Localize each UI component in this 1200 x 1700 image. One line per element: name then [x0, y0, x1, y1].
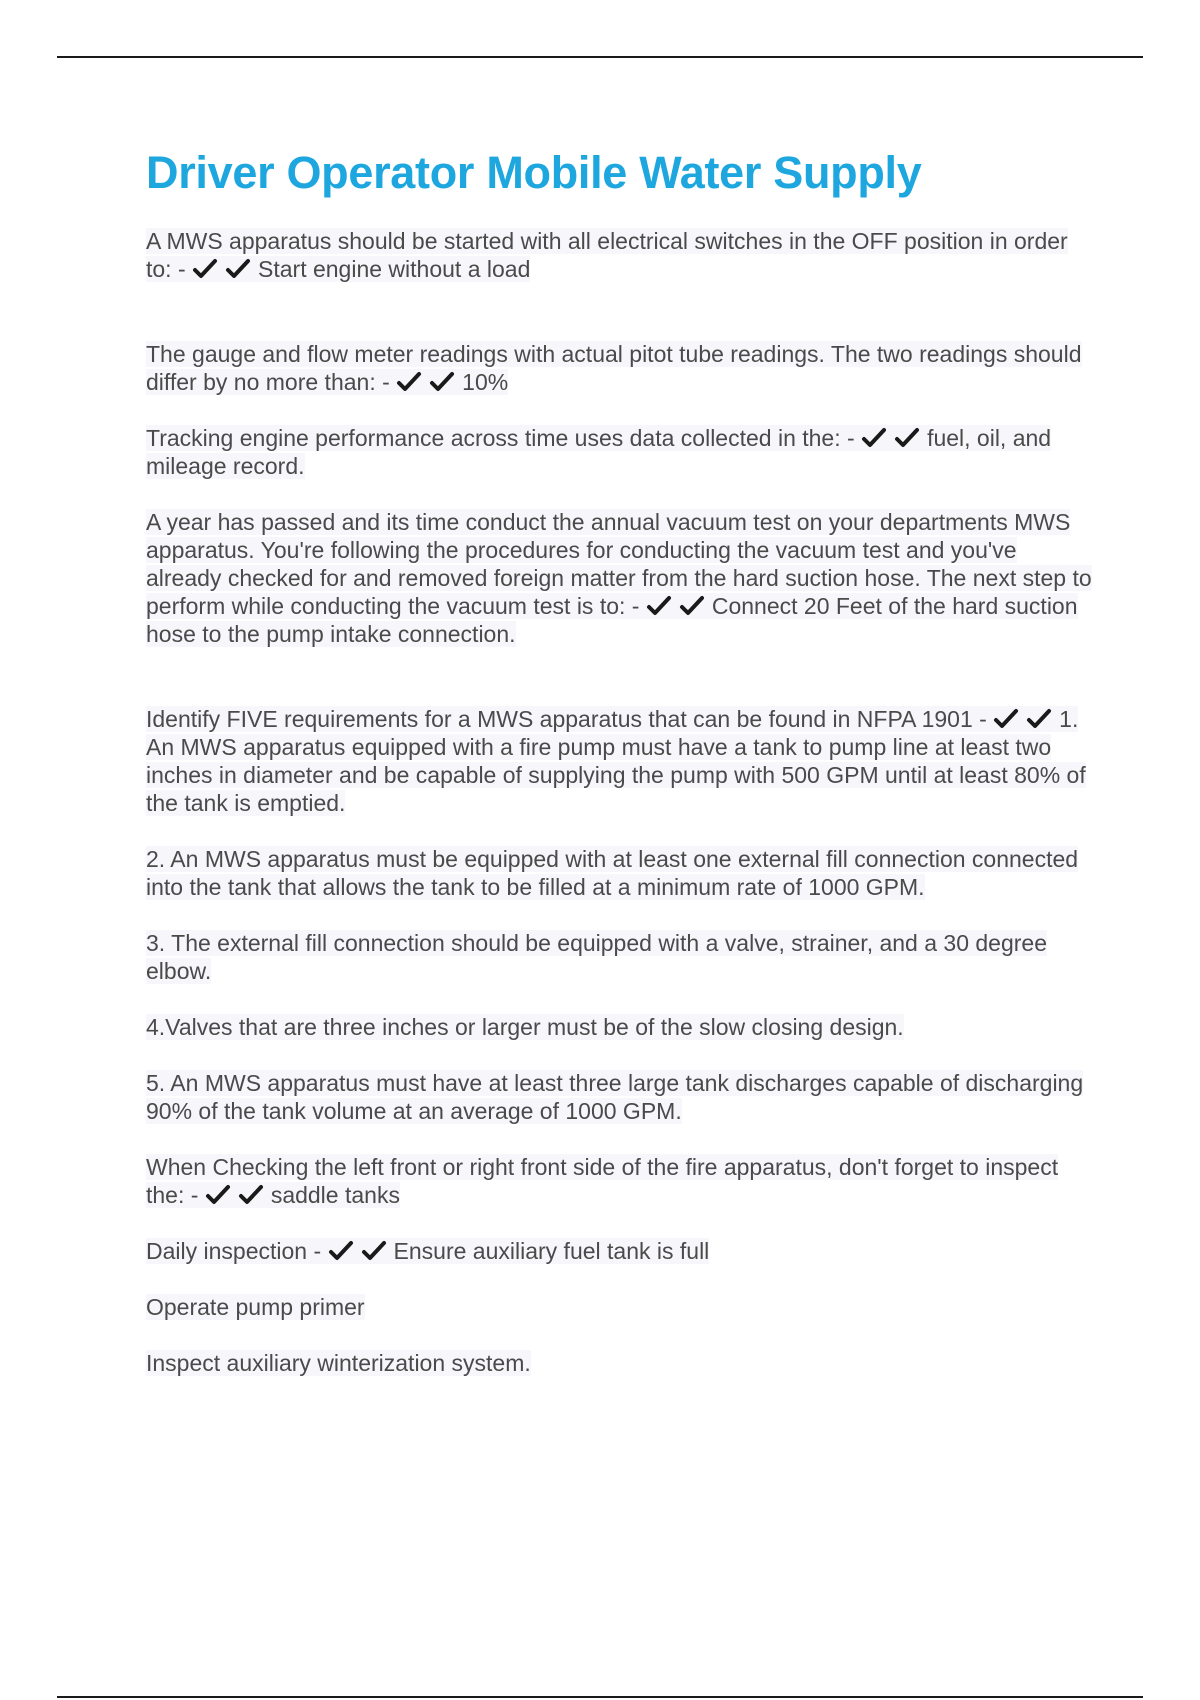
check-icon — [225, 258, 251, 280]
answer-text: 1. An MWS apparatus equipped with a fire pump must have a tank to pump line at least two inches in diameter and be capable of supplying the pump with 500 GPM until at least 80% of the tank is emptied. — [146, 706, 1086, 816]
question-text: A year has passed and its time conduct the annual vacuum test on your departments MWS apparatus. You're following the procedures for conducting the vacuum test and you've already checked for and removed foreign matter from the hard suction hose. The next step to perform while conducting the vacuum test is to: - — [146, 509, 1092, 619]
check-icon — [238, 1184, 264, 1206]
requirement-3: 3. The external fill connection should be equipped with a valve, strainer, and a 30 degree elbow. — [146, 930, 1048, 984]
answer-text: Connect 20 Feet of the hard suction hose to the pump intake connection. — [146, 593, 1078, 647]
requirement-5: 5. An MWS apparatus must have at least three large tank discharges capable of discharging 90% of the tank volume at an average of 1000 GPM. — [146, 1070, 1084, 1124]
question-text: Daily inspection - — [146, 1238, 328, 1264]
check-icon — [1026, 708, 1052, 730]
answer-text: Start engine without a load — [258, 256, 531, 282]
requirement-4: 4.Valves that are three inches or larger must be of the slow closing design. — [146, 1014, 904, 1040]
check-icon — [679, 595, 705, 617]
answer-text: Ensure auxiliary fuel tank is full — [393, 1238, 710, 1264]
check-icon — [646, 595, 672, 617]
qa-item-6 — [146, 1153, 1096, 1209]
check-icon — [192, 258, 218, 280]
check-icon — [205, 1184, 231, 1206]
qa-item-4 — [146, 508, 1096, 648]
question-text: Identify FIVE requirements for a MWS apparatus that can be found in NFPA 1901 - — [146, 706, 994, 732]
document-title: Driver Operator Mobile Water Supply — [146, 147, 922, 198]
check-icon — [894, 427, 920, 449]
question-text: Tracking engine performance across time uses data collected in the: - — [146, 425, 862, 451]
question-text: The gauge and flow meter readings with actual pitot tube readings. The two readings should differ by no more than: - — [146, 341, 1082, 395]
daily-inspection-item-3: Inspect auxiliary winterization system. — [146, 1350, 531, 1376]
answer-text: 10% — [462, 369, 509, 395]
check-icon — [993, 708, 1019, 730]
bottom-rule — [57, 1696, 1143, 1698]
check-icon — [396, 371, 422, 393]
qa-item-1 — [146, 227, 1096, 283]
qa-item-3 — [146, 424, 1096, 480]
answer-text: fuel, oil, and mileage record. — [146, 425, 1052, 479]
document-body — [146, 140, 1096, 1377]
qa-item-2 — [146, 340, 1096, 396]
check-icon — [861, 427, 887, 449]
daily-inspection-item-2: Operate pump primer — [146, 1294, 365, 1320]
check-icon — [429, 371, 455, 393]
answer-text: saddle tanks — [270, 1182, 400, 1208]
requirement-2: 2. An MWS apparatus must be equipped with at least one external fill connection connected into the tank that allows the tank to be filled at a minimum rate of 1000 GPM. — [146, 846, 1079, 900]
qa-item-5 — [146, 705, 1096, 817]
check-icon — [361, 1240, 387, 1262]
question-text: When Checking the left front or right front side of the fire apparatus, don't forget to inspect the: - — [146, 1154, 1059, 1208]
top-rule — [57, 56, 1143, 58]
check-icon — [328, 1240, 354, 1262]
question-text: A MWS apparatus should be started with all electrical switches in the OFF position in order to: - — [146, 228, 1068, 282]
qa-item-7 — [146, 1237, 1096, 1265]
